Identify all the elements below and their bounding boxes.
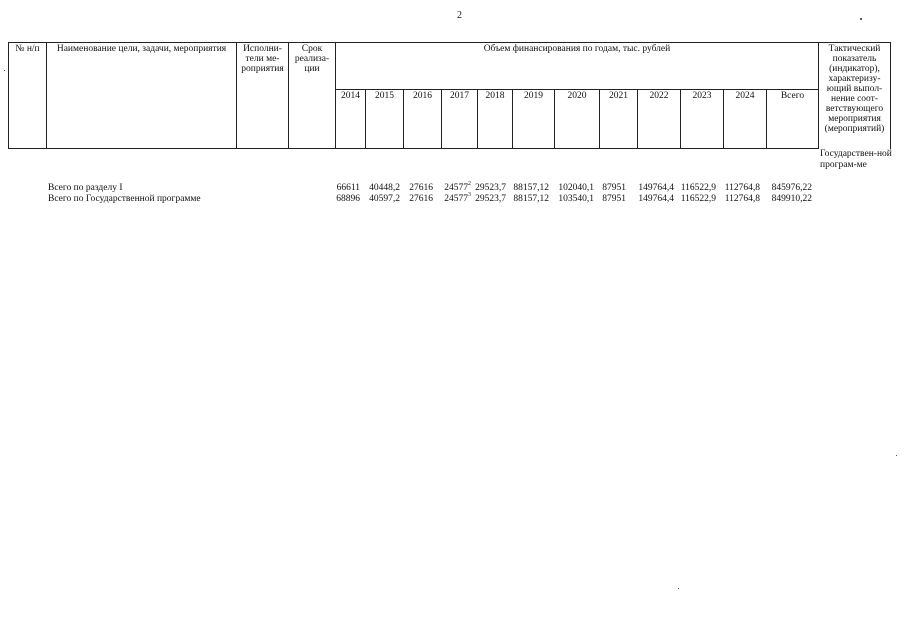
- header-col-funding: Объем финансирования по годам, тыс. рублей: [336, 43, 819, 90]
- value-cell: 116522,9: [680, 183, 716, 193]
- value-cell: 103540,1: [558, 194, 594, 204]
- funding-table-header: [8, 42, 891, 149]
- year-header: 2024: [724, 90, 767, 149]
- header-col-tactical-continued: Государствен-ной програм-ме: [820, 149, 892, 170]
- year-header: 2014: [336, 90, 366, 149]
- value-cell: 88157,12: [513, 194, 549, 204]
- value-cell: 27616: [409, 183, 433, 193]
- value-cell: 87951: [602, 194, 626, 204]
- scan-dot: [678, 588, 679, 589]
- year-header: 2016: [404, 90, 442, 149]
- value-cell: 149764,4: [638, 183, 674, 193]
- header-col-tactical: Тактический показатель (индикатор), характеризу-ющий выпол-нение соот-ветствующего мероприятия (мероприятий): [819, 43, 891, 149]
- footnote-mark: 3: [468, 192, 471, 198]
- value-text: 24577: [444, 183, 468, 193]
- scan-dot: [4, 70, 5, 71]
- year-header: 2022: [638, 90, 681, 149]
- page-number: 2: [457, 10, 462, 21]
- year-header: 2017: [442, 90, 478, 149]
- scan-dot: [860, 18, 862, 20]
- header-col-executors: Исполни-тели ме-роприятия: [237, 43, 289, 149]
- value-cell: 29523,7: [475, 183, 506, 193]
- value-cell: 40597,2: [369, 194, 400, 204]
- year-header: 2021: [600, 90, 638, 149]
- value-cell-2017: [433, 183, 471, 194]
- year-header: 2018: [478, 90, 513, 149]
- year-header: 2023: [681, 90, 724, 149]
- row-label: Всего по разделу I: [48, 183, 123, 193]
- value-cell: 66611: [336, 183, 360, 193]
- value-cell: 88157,12: [513, 183, 549, 193]
- value-cell: 87951: [602, 183, 626, 193]
- value-cell-total: 845976,22: [771, 183, 812, 193]
- header-col-number: № н/п: [9, 43, 47, 149]
- value-cell: 40448,2: [369, 183, 400, 193]
- value-cell: 68896: [336, 194, 360, 204]
- year-header-total: Всего: [767, 90, 819, 149]
- footnote-mark: 2: [468, 181, 471, 187]
- year-header: 2019: [513, 90, 555, 149]
- value-cell: 149764,4: [638, 194, 674, 204]
- row-label: Всего по Государственной программе: [48, 194, 201, 204]
- year-header: 2020: [555, 90, 600, 149]
- year-header: 2015: [366, 90, 404, 149]
- value-cell: 116522,9: [680, 194, 716, 204]
- value-cell: 27616: [409, 194, 433, 204]
- header-col-name: Наименование цели, задачи, мероприятия: [47, 43, 237, 149]
- value-cell: 102040,1: [558, 183, 594, 193]
- header-col-term: Срок реализа-ции: [289, 43, 336, 149]
- value-cell: 112764,8: [724, 194, 760, 204]
- value-cell-total: 849910,22: [771, 194, 812, 204]
- value-cell: 29523,7: [475, 194, 506, 204]
- value-cell-2017: [433, 194, 471, 205]
- scan-dot: [896, 455, 897, 456]
- value-cell: 112764,8: [724, 183, 760, 193]
- value-text: 24577: [444, 194, 468, 204]
